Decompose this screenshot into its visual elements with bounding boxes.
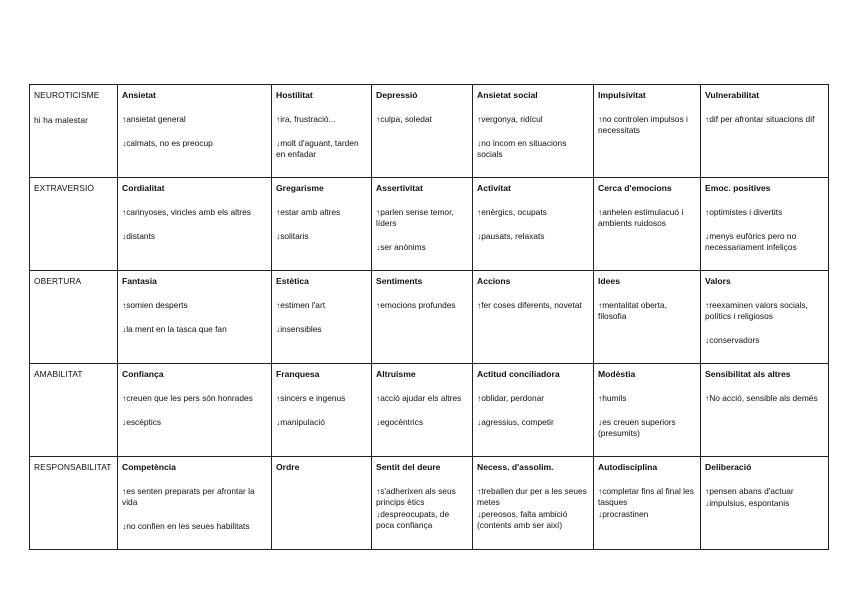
facet-description: ↑No acció, sensible als demés <box>705 393 818 403</box>
facet-description: ↓molt d'aguant, tarden en enfadar <box>276 138 359 159</box>
facet-description: ↓pereosos, falta ambició (contents amb ser així) <box>477 509 568 530</box>
facet-title: Sentit del deure <box>376 462 441 472</box>
facet-description: ↓calmats, no es preocup <box>122 138 213 148</box>
facet-cell <box>701 364 829 457</box>
dimension-name: EXTRAVERSIÓ <box>34 183 95 193</box>
facet-title: Deliberació <box>705 462 752 472</box>
facet-cell <box>272 178 372 271</box>
facet-description: ↑treballen dur per a les seues metes <box>477 486 587 507</box>
facet-cell <box>473 364 594 457</box>
facet-cell <box>594 457 701 550</box>
facet-title: Ordre <box>276 462 300 472</box>
facet-description: ↑parlen sense temor, líders <box>376 207 454 228</box>
facet-title: Vulnerabilitat <box>705 90 760 100</box>
facet-title: Valors <box>705 276 731 286</box>
table-row <box>30 85 829 178</box>
facet-description: ↓no confien en les seues habilitats <box>122 521 250 531</box>
table-row <box>30 364 829 457</box>
facet-description: ↑estar amb altres <box>276 207 341 217</box>
facet-description: ↑reexaminen valors socials, polítics i religiosos <box>705 300 808 321</box>
facet-description: ↓distants <box>122 231 156 241</box>
facet-title: Estètica <box>276 276 309 286</box>
facet-description: ↑carinyoses, vincles amb els altres <box>122 207 251 217</box>
facet-description: ↓solitaris <box>276 231 309 241</box>
facet-cell <box>272 85 372 178</box>
facet-description: ↓es creuen superiors (presumits) <box>598 417 676 438</box>
facet-title: Necess. d'assolim. <box>477 462 554 472</box>
facet-description: ↑humils <box>598 393 627 403</box>
facet-cell <box>701 271 829 364</box>
facet-description: ↑culpa, soledat <box>376 114 432 124</box>
facet-description: ↓pausats, relaxats <box>477 231 545 241</box>
facet-description: ↓procrastinen <box>598 509 649 519</box>
facet-cell <box>272 271 372 364</box>
facet-title: Autodisciplina <box>598 462 658 472</box>
facet-title: Idees <box>598 276 620 286</box>
facet-title: Fantasia <box>122 276 157 286</box>
dimension-name: OBERTURA <box>34 276 82 286</box>
facet-title: Impulsivitat <box>598 90 646 100</box>
facet-title: Ansietat <box>122 90 156 100</box>
facet-description: ↓impulsius, espontanis <box>705 498 790 508</box>
facet-description: ↓despreocupats, de poca confiança <box>376 509 450 530</box>
facet-title: Ansietat social <box>477 90 538 100</box>
facet-cell <box>594 364 701 457</box>
personality-facets-table <box>29 84 829 550</box>
facet-description: ↑somien desperts <box>122 300 188 310</box>
facet-cell <box>473 85 594 178</box>
facet-description: ↓egocèntrics <box>376 417 424 427</box>
facet-description: ↑emocions profundes <box>376 300 456 310</box>
facet-description: ↑enèrgics, ocupats <box>477 207 547 217</box>
facet-cell <box>372 178 473 271</box>
facet-title: Franquesa <box>276 369 320 379</box>
facet-cell <box>372 457 473 550</box>
facet-description: ↓manipulació <box>276 417 325 427</box>
facet-description: ↑no controlen impulsos i necessitats <box>598 114 688 135</box>
facet-description: ↑estimen l'art <box>276 300 326 310</box>
facet-description: ↓escèptics <box>122 417 162 427</box>
dimension-name: AMABILITAT <box>34 369 83 379</box>
facet-description: ↓menys eufòrics pero no necessariament infeliços <box>705 231 797 252</box>
dimension-cell <box>30 85 118 178</box>
facet-title: Sentiments <box>376 276 423 286</box>
facet-description: ↑optimistes i divertits <box>705 207 783 217</box>
facet-description: ↑ansietat general <box>122 114 186 124</box>
facet-title: Emoc. positives <box>705 183 771 193</box>
facet-description: ↑completar fins al final les tasques <box>598 486 694 507</box>
facet-description: ↓la ment en la tasca que fan <box>122 324 227 334</box>
facet-cell <box>701 457 829 550</box>
facet-title: Assertivitat <box>376 183 423 193</box>
facet-cell <box>272 364 372 457</box>
facet-cell <box>473 457 594 550</box>
facet-title: Sensibilitat als altres <box>705 369 791 379</box>
facet-description: ↑dif per afrontar situacions dif <box>705 114 815 124</box>
facet-title: Activitat <box>477 183 511 193</box>
facet-description: ↓insensibles <box>276 324 322 334</box>
facet-description: ↓no incom en situacions socials <box>477 138 567 159</box>
facet-title: Accions <box>477 276 511 286</box>
facet-description: ↑pensen abans d'actuar <box>705 486 794 496</box>
facet-description: ↑oblidar, perdonar <box>477 393 545 403</box>
facet-description: ↓conservadors <box>705 335 760 345</box>
facet-title: Modèstia <box>598 369 636 379</box>
facet-description: ↑acció ajudar els altres <box>376 393 462 403</box>
facet-cell <box>594 178 701 271</box>
facet-cell <box>473 271 594 364</box>
facet-title: Competència <box>122 462 176 472</box>
facet-cell <box>372 85 473 178</box>
facet-description: ↑vergonya, ridícul <box>477 114 543 124</box>
facet-cell <box>118 271 272 364</box>
facet-description: ↑fer coses diferents, novetat <box>477 300 582 310</box>
facet-cell <box>118 178 272 271</box>
facet-description: ↑anhelen estimulacuó i ambients ruidosos <box>598 207 684 228</box>
facet-description: ↑es senten preparats per afrontar la vida <box>122 486 255 507</box>
facet-title: Confiança <box>122 369 164 379</box>
facet-description: ↓ser anònims <box>376 242 426 252</box>
dimension-name: NEUROTICISME <box>34 90 100 100</box>
table-row <box>30 457 829 550</box>
facet-title: Depressió <box>376 90 418 100</box>
facet-description: ↓agressius, competir <box>477 417 554 427</box>
facet-cell <box>594 271 701 364</box>
facet-cell <box>118 457 272 550</box>
facet-cell <box>594 85 701 178</box>
dimension-cell <box>30 457 118 550</box>
table-row <box>30 271 829 364</box>
dimension-note: hi ha malestar <box>34 115 89 125</box>
facet-title: Altruisme <box>376 369 416 379</box>
dimension-name: RESPONSABILITAT <box>34 462 112 472</box>
facet-description: ↑ira, frustració... <box>276 114 336 124</box>
facet-cell <box>272 457 372 550</box>
facet-title: Actitud conciliadora <box>477 369 560 379</box>
facet-description: ↑creuen que les pers són honrades <box>122 393 253 403</box>
facet-cell <box>118 85 272 178</box>
facet-cell <box>701 178 829 271</box>
facet-cell <box>118 364 272 457</box>
facet-description: ↑mentalitat oberta, filosofia <box>598 300 667 321</box>
facet-description: ↑sincers e ingenus <box>276 393 346 403</box>
facet-title: Cerca d'emocions <box>598 183 672 193</box>
facet-title: Cordialitat <box>122 183 165 193</box>
facet-cell <box>372 364 473 457</box>
dimension-cell <box>30 178 118 271</box>
facet-cell <box>701 85 829 178</box>
facet-title: Gregarisme <box>276 183 324 193</box>
dimension-cell <box>30 271 118 364</box>
facet-cell <box>473 178 594 271</box>
facet-cell <box>372 271 473 364</box>
dimension-cell <box>30 364 118 457</box>
facet-title: Hostilitat <box>276 90 313 100</box>
table-row <box>30 178 829 271</box>
facet-description: ↑s'adherixen als seus princips ètics <box>376 486 456 507</box>
